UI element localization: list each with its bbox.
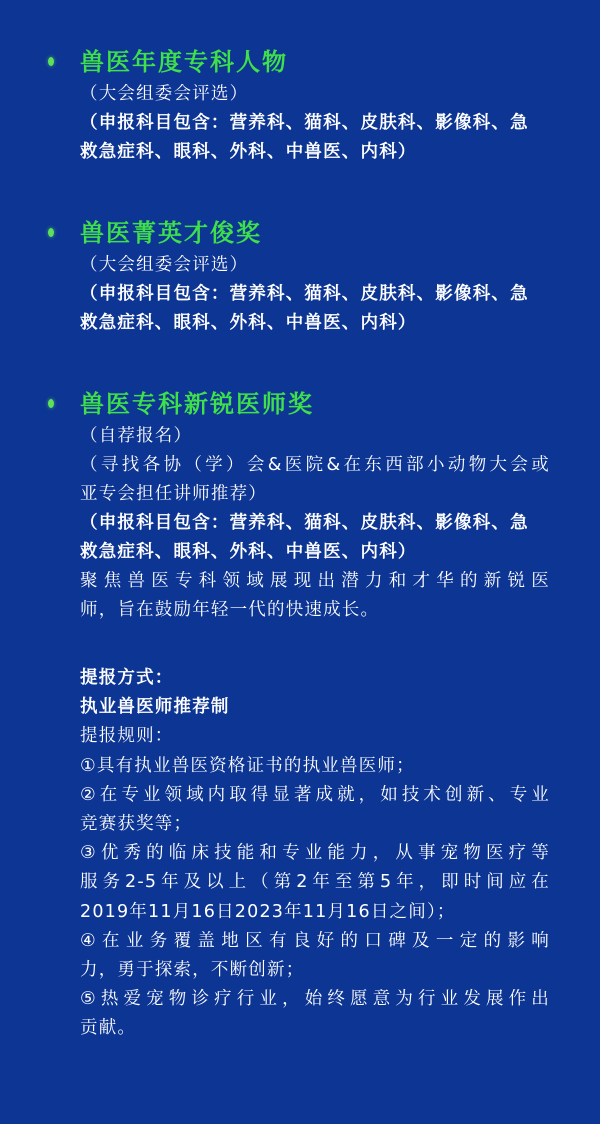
award-subjects-line: 救急症科、眼科、外科、中兽医、内科） bbox=[80, 542, 417, 562]
award-body bbox=[80, 251, 550, 338]
award-note: （自荐报名） bbox=[80, 426, 193, 446]
rule-line: ③优秀的临床技能和专业能力，从事宠物医疗等 bbox=[80, 843, 550, 864]
award-section bbox=[0, 42, 600, 167]
bullet-icon bbox=[44, 396, 60, 412]
rules-label: 提报规则： bbox=[80, 726, 174, 747]
submission-heading: 提报方式： bbox=[80, 668, 174, 688]
award-subjects-line: （申报科目包含：营养科、猫科、皮肤科、影像科、急 bbox=[80, 113, 529, 133]
rule-line: 竞赛获奖等； bbox=[80, 814, 193, 835]
award-subjects-line: （申报科目包含：营养科、猫科、皮肤科、影像科、急 bbox=[80, 284, 529, 304]
bullet-icon bbox=[44, 225, 60, 241]
rule-line: ⑤热爱宠物诊疗行业，始终愿意为行业发展作出 bbox=[80, 989, 550, 1010]
rule-line: ①具有执业兽医资格证书的执业兽医师； bbox=[80, 755, 415, 776]
rule-line: ②在专业领域内取得显著成就，如技术创新、专业 bbox=[80, 784, 550, 805]
award-body bbox=[80, 80, 550, 167]
award-header bbox=[0, 213, 600, 253]
award-section bbox=[0, 213, 600, 338]
award-title: 兽医年度专科人物 bbox=[80, 48, 288, 76]
rule-line: 力，勇于探索，不断创新； bbox=[80, 960, 305, 981]
award-subjects-line: 救急症科、眼科、外科、中兽医、内科） bbox=[80, 142, 417, 162]
submission-section bbox=[80, 664, 550, 1044]
award-title: 兽医菁英才俊奖 bbox=[80, 219, 262, 247]
award-subjects-line: （申报科目包含：营养科、猫科、皮肤科、影像科、急 bbox=[80, 513, 529, 533]
bullet-icon bbox=[44, 54, 60, 70]
award-subjects-line: 救急症科、眼科、外科、中兽医、内科） bbox=[80, 313, 417, 333]
award-note: （寻找各协（学）会&医院&在东西部小动物大会或 bbox=[80, 455, 550, 475]
rule-line: 服务2-5年及以上（第2年至第5年，即时间应在 bbox=[80, 872, 550, 893]
rule-line: ④在业务覆盖地区有良好的口碑及一定的影响 bbox=[80, 930, 550, 951]
submission-method: 执业兽医师推荐制 bbox=[80, 697, 230, 718]
award-section bbox=[0, 384, 600, 625]
award-note: （大会组委会评选） bbox=[80, 84, 249, 104]
award-note: （大会组委会评选） bbox=[80, 255, 249, 275]
award-title: 兽医专科新锐医师奖 bbox=[80, 390, 314, 418]
award-body bbox=[80, 422, 550, 625]
rule-line: 贡献。 bbox=[80, 1018, 137, 1039]
award-header bbox=[0, 384, 600, 424]
award-header bbox=[0, 42, 600, 82]
award-note: 亚专会担任讲师推荐） bbox=[80, 484, 267, 504]
award-description: 师，旨在鼓励年轻一代的快速成长。 bbox=[80, 600, 380, 620]
award-description: 聚焦兽医专科领域展现出潜力和才华的新锐医 bbox=[80, 571, 550, 591]
rule-line: 2019年11月16日2023年11月16日之间）； bbox=[80, 901, 456, 922]
